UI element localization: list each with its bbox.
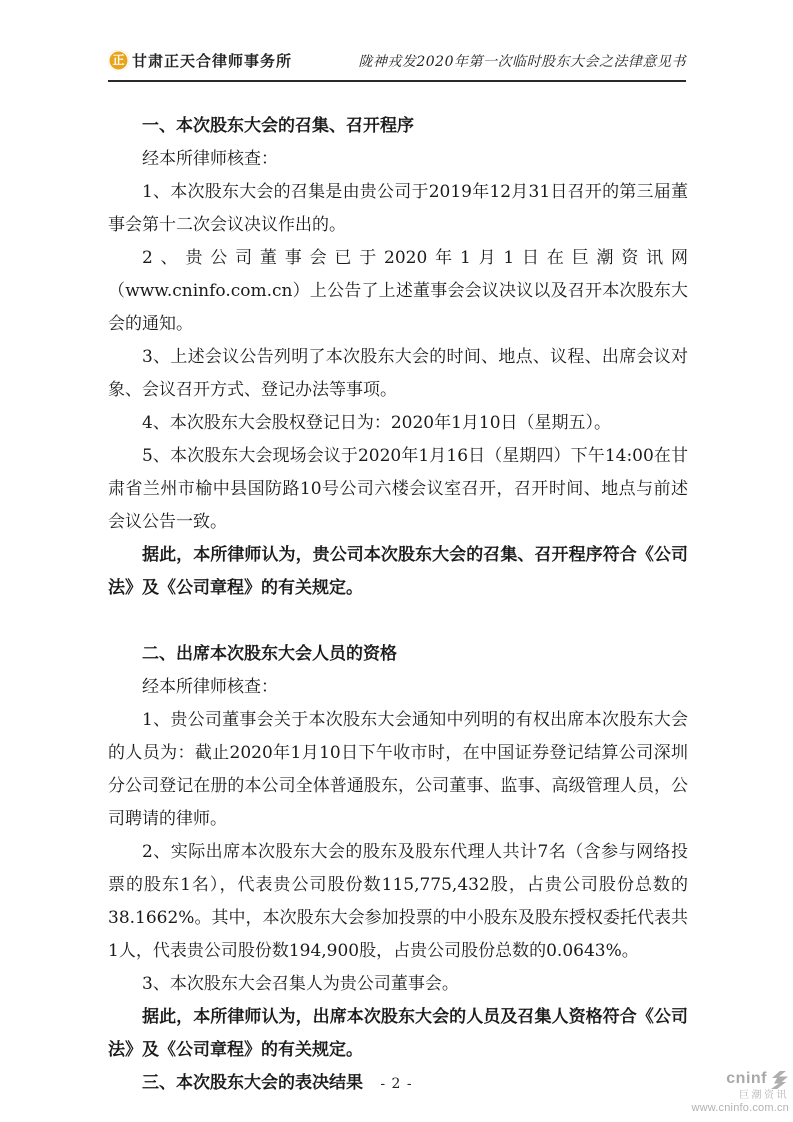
cninfo-url: www.cninfo.com.cn — [691, 1102, 789, 1115]
law-firm-seal-icon: 正 — [108, 50, 129, 71]
cninfo-subtitle: 巨潮资讯 — [739, 1089, 789, 1101]
section-heading-3: 三、本次股东大会的表决结果 — [142, 1073, 363, 1093]
paragraph: 2、贵公司董事会已于2020年1月1日在巨潮资讯网（www.cninfo.com.cn）上公告了上述董事会会议决议以及召开本次股东大会的通知。 — [108, 248, 688, 334]
paragraph: 经本所律师核查： — [142, 149, 278, 169]
section-heading-2: 二、出席本次股东大会人员的资格 — [142, 644, 397, 664]
cninfo-logo-text: cninf — [726, 1070, 767, 1088]
document-body — [108, 110, 688, 1100]
paragraph: 3、上述会议公告列明了本次股东大会的时间、地点、议程、出席会议对象、会议召开方式、登记办法等事项。 — [108, 347, 688, 400]
paragraph: 1、本次股东大会的召集是由贵公司于2019年12月31日召开的第三届董事会第十二次会议决议作出的。 — [108, 182, 688, 235]
law-firm-brand — [108, 50, 292, 71]
paragraph: 3、本次股东大会召集人为贵公司董事会。 — [142, 974, 459, 994]
cninfo-watermark — [691, 1070, 789, 1115]
conclusion-paragraph: 据此，本所律师认为，出席本次股东大会的人员及召集人资格符合《公司法》及《公司章程》的有关规定。 — [108, 1007, 688, 1060]
conclusion-paragraph: 据此，本所律师认为，贵公司本次股东大会的召集、召开程序符合《公司法》及《公司章程》的有关规定。 — [108, 545, 688, 598]
paragraph: 2、实际出席本次股东大会的股东及股东代理人共计7名（含参与网络投票的股东1名），代表贵公司股份数115,775,432股，占贵公司股份总数的38.1662%。其中，本次股东大会参加投票的中小股东及股东授权委托代表共1人，代表贵公司股份数194,900股，占贵公司股份总数的0.0643%。 — [108, 842, 688, 961]
page-number: - 2 - — [380, 1076, 413, 1092]
paragraph: 5、本次股东大会现场会议于2020年1月16日（星期四）下午14:00在甘肃省兰州市榆中县国防路10号公司六楼会议室召开，召开时间、地点与前述会议公告一致。 — [108, 446, 688, 532]
paragraph: 1、贵公司董事会关于本次股东大会通知中列明的有权出席本次股东大会的人员为：截止2020年1月10日下午收市时，在中国证券登记结算公司深圳分公司登记在册的本公司全体普通股东，公司董事、监事、高级管理人员，公司聘请的律师。 — [108, 710, 688, 829]
page-header — [108, 50, 686, 82]
paragraph: 经本所律师核查： — [142, 677, 278, 697]
paragraph: 4、本次股东大会股权登记日为：2020年1月10日（星期五）。 — [142, 413, 612, 433]
law-firm-name: 甘肃正天合律师事务所 — [132, 52, 293, 70]
section-heading-1: 一、本次股东大会的召集、召开程序 — [142, 116, 414, 136]
document-title-header: 陇神戎发2020年第一次临时股东大会之法律意见书 — [358, 54, 686, 70]
cninfo-swirl-icon — [769, 1071, 789, 1089]
